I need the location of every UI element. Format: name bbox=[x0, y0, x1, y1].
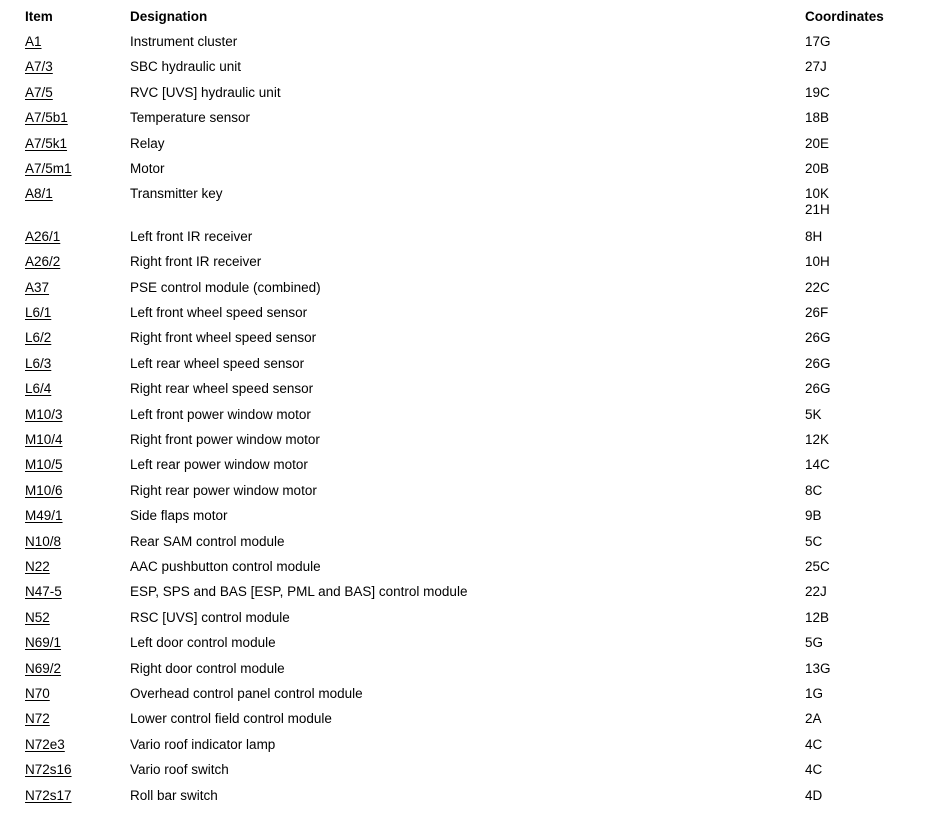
designation-cell: Right door control module bbox=[130, 660, 285, 676]
coordinates-cell bbox=[805, 161, 829, 177]
coordinate-value: 22J bbox=[805, 584, 827, 600]
coordinate-value: 14C bbox=[805, 457, 830, 473]
designation-cell: Left rear wheel speed sensor bbox=[130, 355, 305, 371]
coordinate-value: 4C bbox=[805, 762, 823, 778]
coordinates-cell bbox=[805, 381, 831, 397]
designation-cell: Right rear power window motor bbox=[130, 482, 317, 498]
item-link[interactable]: N52 bbox=[25, 609, 50, 625]
item-link[interactable]: N69/2 bbox=[25, 660, 62, 676]
coordinate-value: 9B bbox=[805, 508, 822, 524]
item-link[interactable]: A7/3 bbox=[25, 59, 53, 75]
coordinate-value: 5K bbox=[805, 406, 822, 422]
designation-cell: Lower control field control module bbox=[130, 711, 332, 727]
coordinates-cell bbox=[805, 686, 823, 702]
coordinates-cell bbox=[805, 584, 827, 600]
coordinates-cell bbox=[805, 432, 829, 448]
item-link[interactable]: N72e3 bbox=[25, 736, 65, 752]
coordinates-cell bbox=[805, 305, 828, 321]
designation-cell: RVC [UVS] hydraulic unit bbox=[130, 84, 281, 100]
item-link[interactable]: N47-5 bbox=[25, 584, 62, 600]
coordinates-cell bbox=[805, 534, 822, 550]
designation-cell: Vario roof indicator lamp bbox=[130, 736, 276, 752]
item-link[interactable]: N22 bbox=[25, 559, 50, 574]
coordinates-cell bbox=[805, 85, 830, 101]
designation-cell: Side flaps motor bbox=[130, 508, 228, 524]
designation-cell: Rear SAM control module bbox=[130, 533, 285, 549]
item-link[interactable]: A1 bbox=[25, 34, 42, 49]
coordinate-value: 10H bbox=[805, 254, 830, 270]
coordinate-value: 26G bbox=[805, 381, 831, 397]
item-link[interactable]: L6/3 bbox=[25, 355, 52, 371]
designation-cell: Motor bbox=[130, 161, 165, 176]
item-link[interactable]: L6/4 bbox=[25, 381, 52, 397]
coordinates-cell bbox=[805, 457, 830, 473]
item-link[interactable]: A8/1 bbox=[25, 186, 53, 202]
coordinate-value: 20E bbox=[805, 135, 830, 151]
item-link[interactable]: N72 bbox=[25, 711, 50, 727]
designation-cell: SBC hydraulic unit bbox=[130, 59, 242, 75]
coordinates-cell bbox=[805, 508, 822, 524]
item-link[interactable]: N69/1 bbox=[25, 635, 62, 651]
coordinates-cell bbox=[805, 407, 822, 423]
designation-cell: PSE control module (combined) bbox=[130, 279, 321, 295]
designation-cell: Left front power window motor bbox=[130, 406, 311, 422]
coordinate-value: 4D bbox=[805, 787, 823, 803]
item-link[interactable]: A7/5k1 bbox=[25, 135, 68, 151]
item-link[interactable]: M10/5 bbox=[25, 457, 63, 473]
coordinate-value: 8H bbox=[805, 228, 823, 244]
designation-cell: Left rear power window motor bbox=[130, 457, 308, 473]
coordinates-cell bbox=[805, 254, 830, 270]
item-link[interactable]: L6/2 bbox=[25, 330, 52, 346]
coordinates-cell bbox=[805, 136, 829, 152]
coordinate-value: 22C bbox=[805, 279, 830, 295]
coordinate-value: 17G bbox=[805, 34, 831, 49]
item-link[interactable]: A26/2 bbox=[25, 254, 61, 270]
coordinates-cell bbox=[805, 280, 830, 296]
item-link[interactable]: M10/3 bbox=[25, 406, 63, 422]
designation-cell: RSC [UVS] control module bbox=[130, 609, 290, 625]
coordinate-value: 12B bbox=[805, 609, 830, 625]
item-link[interactable]: N72s17 bbox=[25, 787, 72, 803]
coordinates-cell bbox=[805, 483, 822, 499]
designation-cell: Roll bar switch bbox=[130, 787, 218, 803]
coordinate-value: 13G bbox=[805, 660, 831, 676]
item-link[interactable]: M10/6 bbox=[25, 482, 63, 498]
item-link[interactable]: N70 bbox=[25, 686, 50, 701]
coordinate-value: 20B bbox=[805, 161, 830, 176]
coordinates-cell bbox=[805, 356, 831, 372]
item-link[interactable]: M10/4 bbox=[25, 432, 63, 447]
designation-cell: Right front power window motor bbox=[130, 432, 320, 447]
coordinate-value: 10K bbox=[805, 186, 830, 202]
coordinate-value: 26F bbox=[805, 305, 829, 320]
coordinate-value: 19C bbox=[805, 84, 830, 100]
designation-cell: Right front wheel speed sensor bbox=[130, 330, 317, 346]
coordinate-value: 26G bbox=[805, 330, 831, 346]
designation-cell: Overhead control panel control module bbox=[130, 686, 363, 701]
designation-cell: Left front IR receiver bbox=[130, 228, 253, 244]
designation-cell: Temperature sensor bbox=[130, 110, 251, 126]
coordinates-cell bbox=[805, 59, 827, 75]
coordinates-cell bbox=[805, 762, 822, 778]
coordinate-value: 27J bbox=[805, 59, 827, 75]
item-link[interactable]: A37 bbox=[25, 279, 50, 295]
coordinates-cell bbox=[805, 186, 830, 218]
designation-cell: Right rear wheel speed sensor bbox=[130, 381, 314, 397]
coordinate-value: 1G bbox=[805, 686, 824, 701]
designation-cell: ESP, SPS and BAS [ESP, PML and BAS] control module bbox=[130, 584, 468, 600]
coordinate-value: 26G bbox=[805, 355, 831, 371]
designation-column-header: Designation bbox=[130, 9, 208, 24]
designation-cell: AAC pushbutton control module bbox=[130, 559, 321, 574]
coordinate-value: 4C bbox=[805, 736, 823, 752]
coordinates-cell bbox=[805, 34, 831, 50]
designation-cell: Left door control module bbox=[130, 635, 276, 651]
item-link[interactable]: A7/5b1 bbox=[25, 110, 68, 126]
designation-cell: Instrument cluster bbox=[130, 34, 238, 49]
coordinates-cell bbox=[805, 788, 822, 804]
item-link[interactable]: N10/8 bbox=[25, 533, 62, 549]
coordinate-value: 8C bbox=[805, 482, 823, 498]
coordinates-cell bbox=[805, 661, 831, 677]
coordinate-value: 18B bbox=[805, 110, 830, 126]
coordinate-value: 21H bbox=[805, 202, 830, 218]
coordinates-cell bbox=[805, 610, 829, 626]
item-link[interactable]: L6/1 bbox=[25, 305, 52, 320]
designation-cell: Right front IR receiver bbox=[130, 254, 262, 270]
coordinates-cell bbox=[805, 110, 829, 126]
coordinates-cell bbox=[805, 229, 822, 245]
coordinate-value: 5C bbox=[805, 533, 823, 549]
coordinate-value: 25C bbox=[805, 559, 830, 574]
designation-cell: Vario roof switch bbox=[130, 762, 229, 778]
item-link[interactable]: A26/1 bbox=[25, 228, 61, 244]
item-link[interactable]: M49/1 bbox=[25, 508, 63, 524]
item-column-header: Item bbox=[25, 9, 53, 24]
coordinates-cell bbox=[805, 559, 830, 575]
coordinate-value: 12K bbox=[805, 432, 830, 447]
item-link[interactable]: A7/5 bbox=[25, 84, 53, 100]
coordinate-value: 2A bbox=[805, 711, 822, 727]
table-header bbox=[0, 9, 927, 27]
item-link[interactable]: N72s16 bbox=[25, 762, 72, 778]
designation-cell: Relay bbox=[130, 135, 165, 151]
coordinates-cell bbox=[805, 737, 822, 753]
item-link[interactable]: A7/5m1 bbox=[25, 161, 72, 176]
designation-cell: Transmitter key bbox=[130, 186, 223, 202]
coordinate-value: 5G bbox=[805, 635, 824, 651]
designation-cell: Left front wheel speed sensor bbox=[130, 305, 308, 320]
coordinates-column-header: Coordinates bbox=[805, 9, 884, 24]
coordinates-cell bbox=[805, 330, 831, 346]
coordinates-cell bbox=[805, 711, 822, 727]
coordinates-cell bbox=[805, 635, 823, 651]
